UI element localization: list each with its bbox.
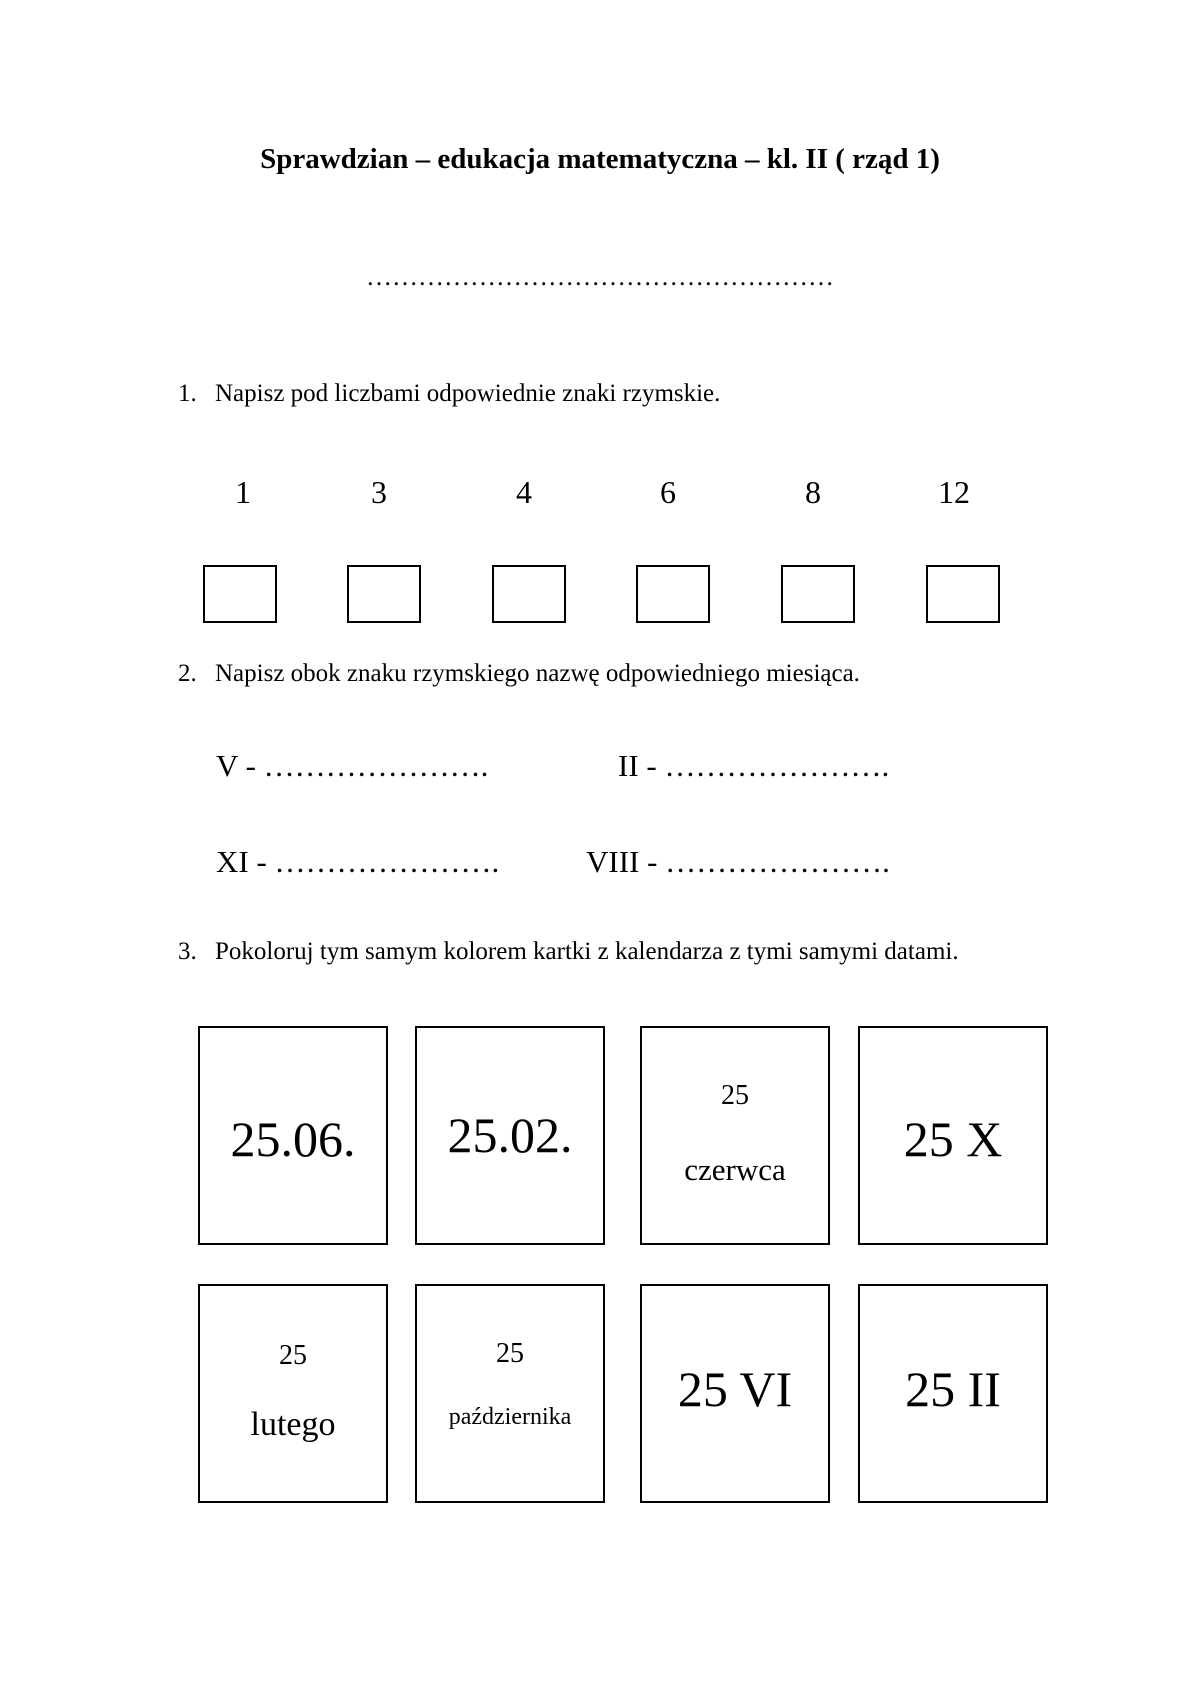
task-3-number: 3. [178,938,197,965]
calendar-card[interactable] [640,1284,830,1503]
month-blank-viii[interactable]: VIII - …………………. [586,844,890,879]
answer-box-8[interactable] [781,565,855,623]
task-2-number: 2. [178,660,197,687]
calendar-card[interactable] [198,1284,388,1503]
task-3-instruction [178,938,959,966]
answer-box-12[interactable] [926,565,1000,623]
arabic-number: 6 [660,474,676,510]
card-date: 25.06. [230,1111,356,1167]
arabic-number: 8 [805,474,821,510]
task-2-instruction [178,660,860,688]
arabic-number: 1 [235,474,251,510]
task-3-text: Pokoloruj tym samym kolorem kartki z kalendarza z tymi samymi datami. [215,938,959,965]
calendar-card[interactable] [858,1026,1048,1245]
month-blank-v[interactable]: V - …………………. [216,748,489,783]
card-day: 25 [279,1340,307,1371]
card-month: października [448,1404,572,1430]
card-date: 25 X [903,1111,1003,1167]
answer-box-1[interactable] [203,565,277,623]
task-1-instruction [178,380,720,408]
arabic-number: 12 [938,474,970,510]
arabic-number: 3 [371,474,387,510]
calendar-card[interactable] [198,1026,388,1245]
page-title: Sprawdzian – edukacja matematyczna – kl. II ( rząd 1) [260,143,940,175]
answer-box-4[interactable] [492,565,566,623]
answer-box-6[interactable] [636,565,710,623]
student-name-line: ……………………………………………… [366,262,834,291]
card-date: 25.02. [447,1107,573,1163]
calendar-card[interactable] [858,1284,1048,1503]
month-blank-xi[interactable]: XI - …………………. [216,844,500,879]
calendar-card[interactable] [640,1026,830,1245]
card-date: 25 II [905,1361,1001,1417]
month-blank-ii[interactable]: II - …………………. [618,748,890,783]
task-1-text: Napisz pod liczbami odpowiednie znaki rzymskie. [215,380,721,407]
answer-box-3[interactable] [347,565,421,623]
card-day: 25 [496,1338,524,1369]
card-date: 25 VI [677,1361,793,1417]
card-month: lutego [250,1406,336,1443]
task-1-numbers [0,474,1200,514]
calendar-card[interactable] [415,1284,605,1503]
task-1-number: 1. [178,380,197,407]
arabic-number: 4 [516,474,532,510]
card-month: czerwca [684,1152,786,1187]
calendar-card[interactable] [415,1026,605,1245]
task-2-text: Napisz obok znaku rzymskiego nazwę odpowiedniego miesiąca. [215,660,860,687]
card-day: 25 [721,1080,749,1111]
